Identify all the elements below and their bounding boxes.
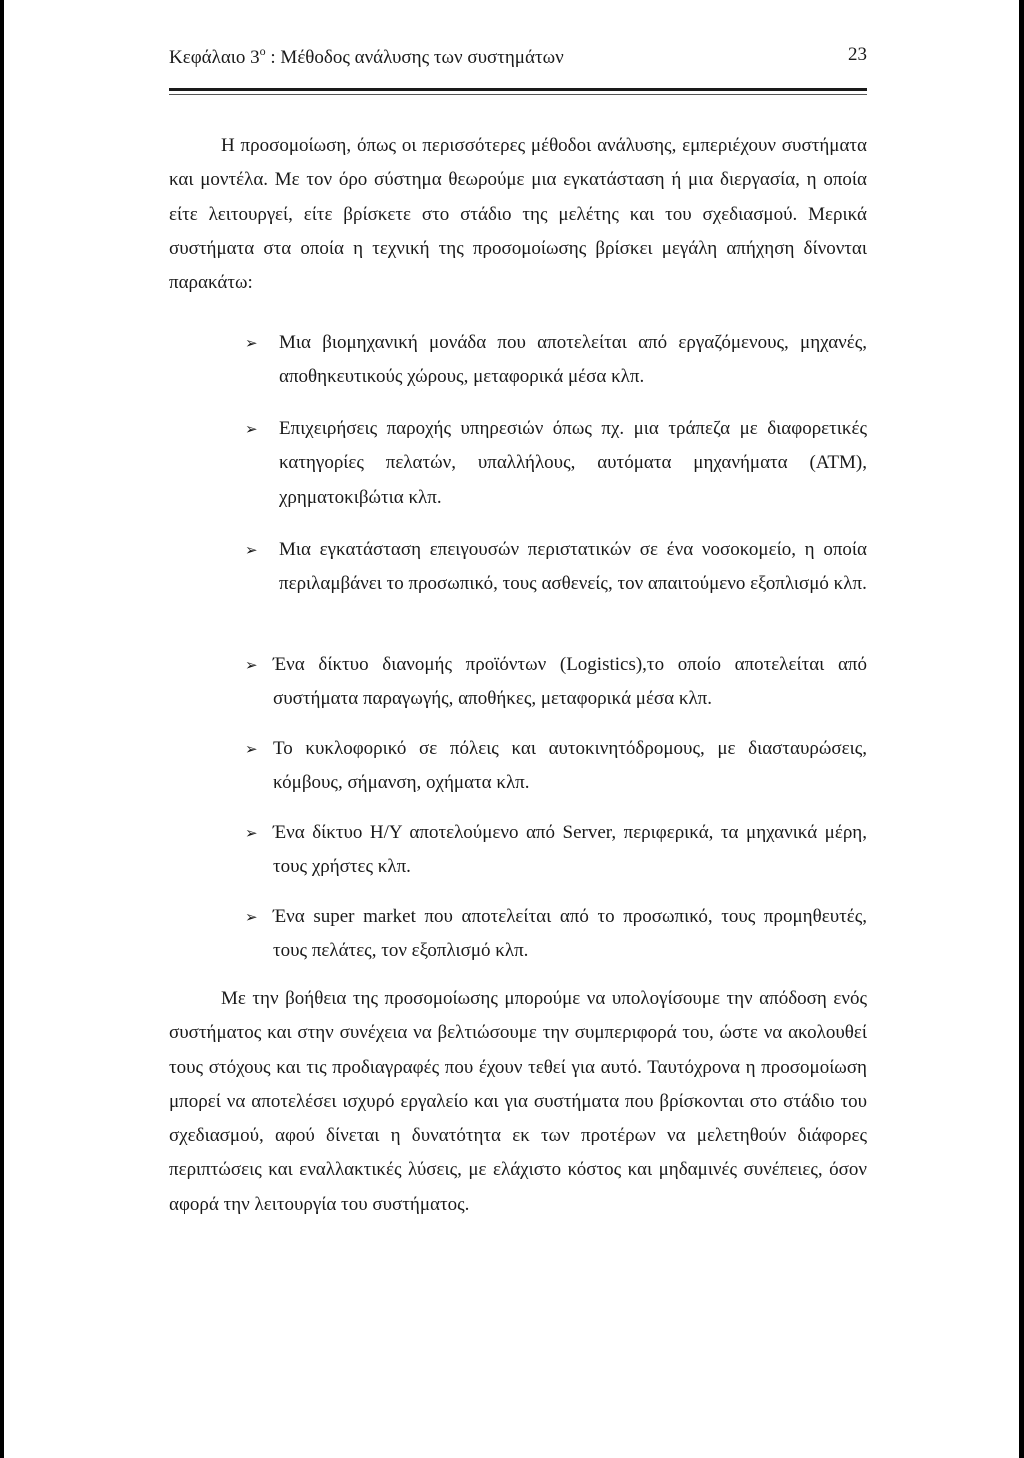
page-number: 23 <box>848 44 867 65</box>
arrow-bullet-icon: ➢ <box>245 541 258 559</box>
list-item-text: Ένα super market που αποτελείται από το προσωπικό, τους προμηθευτές, τους πελάτες, τον εξοπλισμό κλπ. <box>273 906 867 962</box>
running-header <box>169 44 867 74</box>
arrow-bullet-icon: ➢ <box>245 334 258 352</box>
conclusion-paragraph: Με την βοήθεια της προσομοίωσης μπορούμε να υπολογίσουμε την απόδοση ενός συστήματος και στην συνέχεια να βελτιώσουμε την συμπεριφορά του, ώστε να ακολουθεί τους στόχους και τις προδιαγραφές που έχουν τεθεί για αυτό. Ταυτόχρονα η προσομοίωση μπορεί να αποτελέσει ισχυρό εργαλείο και για συστήματα που βρίσκονται στο στάδιο του σχεδιασμού, αφού δίνεται η δυνατότητα εκ των προτέρων να μελετηθούν διάφορες περιπτώσεις και εναλλακτικές λύσεις, με ελάχιστο κόστος και μηδαμινές συνέπειες, όσον αφορά την λειτουργία του συστήματος. <box>169 988 867 1215</box>
chapter-title-main: Κεφάλαιο 3 <box>169 47 260 68</box>
chapter-title <box>169 44 564 69</box>
arrow-bullet-icon: ➢ <box>245 908 258 926</box>
list-item-text: Μια εγκατάσταση επειγουσών περιστατικών σε ένα νοσοκομείο, η οποία περιλαμβάνει το προσωπικό, τους ασθενείς, τον απαιτούμενο εξοπλισμό κλπ. <box>279 539 867 595</box>
header-rule-thick <box>169 88 867 91</box>
list-item-text: Μια βιομηχανική μονάδα που αποτελείται από εργαζόμενους, μηχανές, αποθηκευτικούς χώρους, μεταφορικά μέσα κλπ. <box>279 332 867 388</box>
arrow-bullet-icon: ➢ <box>245 656 258 674</box>
header-rule-thin <box>169 94 867 95</box>
arrow-bullet-icon: ➢ <box>245 824 258 842</box>
list-item-text: Ένα δίκτυο διανομής προϊόντων (Logistics),το οποίο αποτελείται από συστήματα παραγωγής, αποθήκες, μεταφορικά μέσα κλπ. <box>273 654 867 710</box>
arrow-bullet-icon: ➢ <box>245 420 258 438</box>
list-item-text: Επιχειρήσεις παροχής υπηρεσιών όπως πχ. μια τράπεζα με διαφορετικές κατηγορίες πελατών, υπαλλήλους, αυτόματα μηχανήματα (ΑΤΜ), χρηματοκιβώτια κλπ. <box>279 418 867 508</box>
list-item-text: Το κυκλοφορικό σε πόλεις και αυτοκινητόδρομους, με διασταυρώσεις, κόμβους, σήμανση, οχήματα κλπ. <box>273 738 867 794</box>
document-page <box>4 0 1019 1458</box>
chapter-title-rest: : Μέθοδος ανάλυσης των συστημάτων <box>265 47 564 68</box>
arrow-bullet-icon: ➢ <box>245 740 258 758</box>
list-item-text: Ένα δίκτυο Η/Υ αποτελούμενο από Server, περιφερικά, τα μηχανικά μέρη, τους χρήστες κλπ. <box>273 822 867 878</box>
intro-paragraph: Η προσομοίωση, όπως οι περισσότερες μέθοδοι ανάλυσης, εμπεριέχουν συστήματα και μοντέλα. Με τον όρο σύστημα θεωρούμε μια εγκατάσταση ή μια διεργασία, η οποία είτε λειτουργεί, είτε βρίσκετε στο στάδιο της μελέτης και του σχεδιασμού. Μερικά συστήματα στα οποία η τεχνική της προσομοίωσης βρίσκει μεγάλη απήχηση δίνονται παρακάτω: <box>169 135 867 294</box>
chapter-number-superscript: ο <box>259 44 266 58</box>
